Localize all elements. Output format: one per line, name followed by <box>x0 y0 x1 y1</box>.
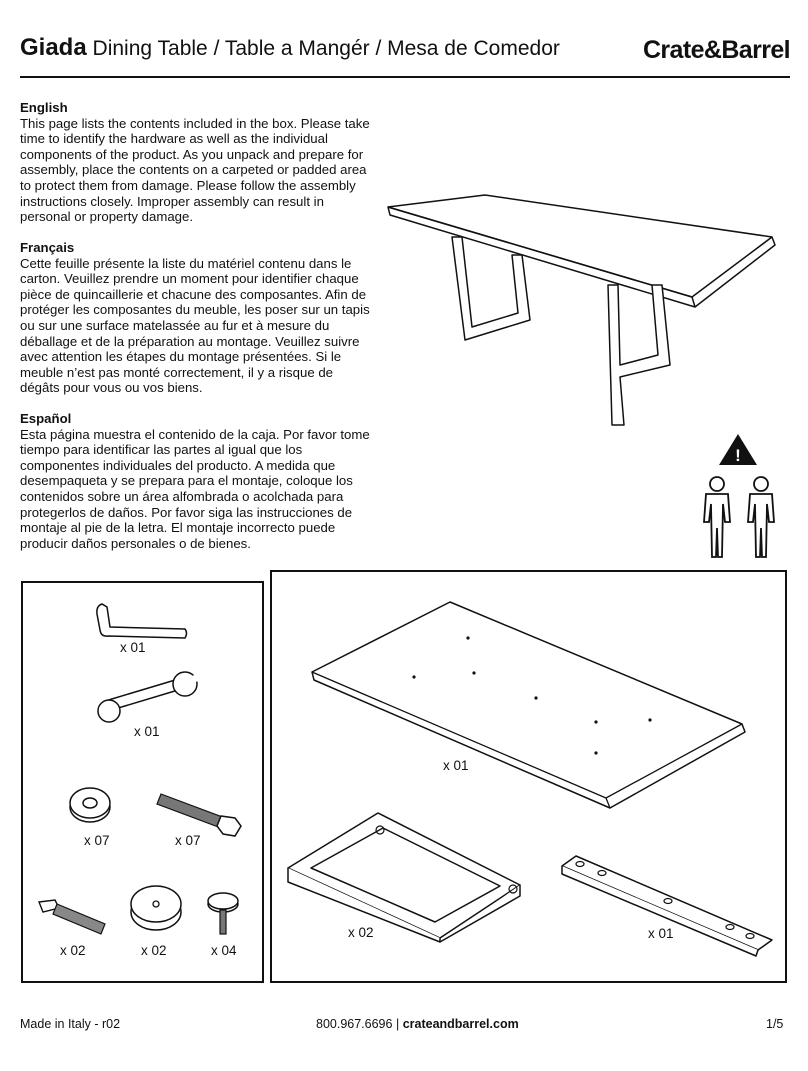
person-icon <box>748 477 774 557</box>
spanish-body: Esta página muestra el contenido de la caja. Por favor tome tiempo para identificar las partes al igual que los componentes individuales del producto. A medida que desempaqueta y se prepara para el montaje, coloque los contenidos sobre un área alfombrada o acolchada para protegerlos de daños. Por favor siga las instrucciones de montaje al pie de la letra. El montaje incorrecto puede producir daños personales o de bienes. <box>20 426 370 551</box>
page-header <box>20 34 790 74</box>
warning-symbol: ! <box>735 446 741 465</box>
footer-origin: Made in Italy - r02 <box>20 1017 121 1031</box>
leveler-foot-icon <box>205 893 241 938</box>
spanish-heading: Español <box>20 411 72 426</box>
cam-dowel-icon <box>35 892 115 937</box>
table-top-icon <box>310 600 750 810</box>
qty-washer: x 07 <box>84 833 110 848</box>
leg-frame-icon <box>285 810 530 945</box>
person-icon <box>704 477 730 557</box>
page-number: 1/5 <box>766 1017 784 1031</box>
french-section <box>20 240 375 396</box>
english-body: This page lists the contents included in the box. Please take time to identify the hardware as well as the individual components of the product. As you unpack and prepare for assembly, place the contents on a carpeted or padded area to protect them from damage. Please follow the assembly instructions closely. Improper assembly can result in personal or property damage. <box>20 115 370 225</box>
qty-table-top: x 01 <box>443 758 469 773</box>
product-subtitle: Dining Table / Table a Mangér / Mesa de Comedor <box>92 37 560 60</box>
assembled-table-illustration <box>380 185 780 425</box>
allen-key-icon <box>90 600 200 645</box>
header-divider <box>20 76 790 78</box>
spanish-section <box>20 411 375 551</box>
two-person-warning <box>695 432 785 562</box>
qty-wrench: x 01 <box>134 724 160 739</box>
washer-icon <box>68 785 114 825</box>
qty-allen-key: x 01 <box>120 640 146 655</box>
qty-leg-frame: x 02 <box>348 925 374 940</box>
document-title <box>20 34 560 62</box>
footer-contact <box>316 1017 519 1031</box>
qty-leveler-foot: x 04 <box>211 943 237 958</box>
english-section <box>20 100 375 225</box>
footer-phone: 800.967.6696 <box>316 1017 393 1031</box>
qty-cam-lock: x 02 <box>141 943 167 958</box>
footer-website[interactable]: crateandbarrel.com <box>402 1017 519 1031</box>
product-name: Giada <box>20 34 87 61</box>
qty-bolt: x 07 <box>175 833 201 848</box>
english-heading: English <box>20 100 68 115</box>
french-heading: Français <box>20 240 75 255</box>
qty-stretcher-bar: x 01 <box>648 926 674 941</box>
brand-logo: Crate&Barrel <box>642 36 790 64</box>
qty-cam-dowel: x 02 <box>60 943 86 958</box>
footer-separator: | <box>395 1017 400 1031</box>
cam-lock-icon <box>128 880 188 935</box>
wrench-icon <box>95 670 210 725</box>
french-body: Cette feuille présente la liste du matériel contenu dans le carton. Veuillez prendre un moment pour identifier chaque pièce de quincaillerie et chacune des composantes. Afin de protéger les composantes du meuble, les poser sur un tapis ou sur une surface matelassée au fur et à mesure du déballage et de la préparation au montage. Veuillez suivre avec attention les étapes du montage présentées. Si le meuble n’est pas monté correctement, il y a risque de dégâts pour vous ou vos biens. <box>20 255 370 396</box>
